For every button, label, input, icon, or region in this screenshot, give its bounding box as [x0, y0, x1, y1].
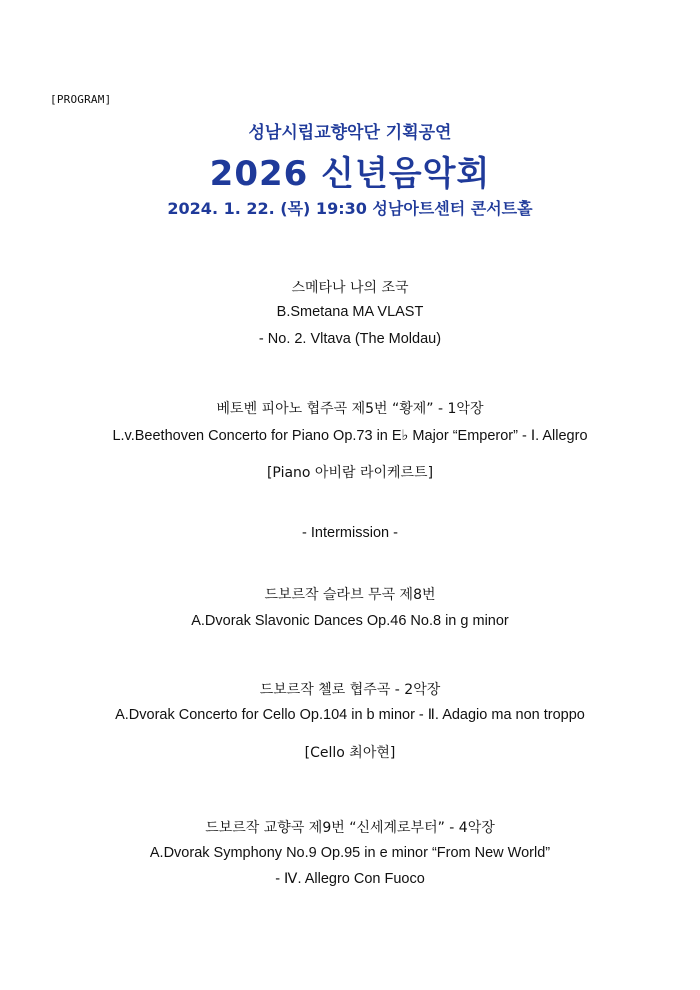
program-tag: [PROGRAM] [50, 93, 112, 106]
piece2-soloist: [Piano 아비람 라이케르트] [266, 465, 434, 481]
date-venue: 2024. 1. 22. (목) 19:30 성남아트센터 콘서트홀 [167, 199, 533, 218]
piece1-english-title: B.Smetana MA VLAST [276, 304, 424, 320]
intermission: - Intermission - [302, 525, 398, 541]
piece5-english-title: A.Dvorak Symphony No.9 Op.95 in e minor “From New World” [149, 845, 551, 861]
piece1-korean-title: 스메타나 나의 조국 [291, 280, 409, 296]
organizer-heading: 성남시립교향악단 기획공연 [248, 123, 452, 143]
piece3-english-title: A.Dvorak Slavonic Dances Op.46 No.8 in g minor [191, 613, 509, 629]
piece1-movement: - No. 2. Vltava (The Moldau) [258, 331, 442, 347]
piece5-korean-title: 드보르작 교향곡 제9번 “신세계로부터” - 4악장 [205, 820, 495, 836]
page-title: 2026 신년음악회 [209, 154, 491, 194]
piece3-korean-title: 드보르작 슬라브 무곡 제8번 [264, 587, 436, 603]
piece4-soloist: [Cello 최아현] [304, 745, 396, 761]
piece2-korean-title: 베토벤 피아노 협주곡 제5번 “황제” - 1악장 [216, 401, 484, 417]
piece2-english-title: L.v.Beethoven Concerto for Piano Op.73 in E♭ Major “Emperor” - Ⅰ. Allegro [112, 428, 588, 444]
piece4-english-title: A.Dvorak Concerto for Cello Op.104 in b minor - Ⅱ. Adagio ma non troppo [115, 707, 585, 723]
piece5-movement: - Ⅳ. Allegro Con Fuoco [275, 871, 425, 887]
piece4-korean-title: 드보르작 첼로 협주곡 - 2악장 [259, 682, 441, 698]
